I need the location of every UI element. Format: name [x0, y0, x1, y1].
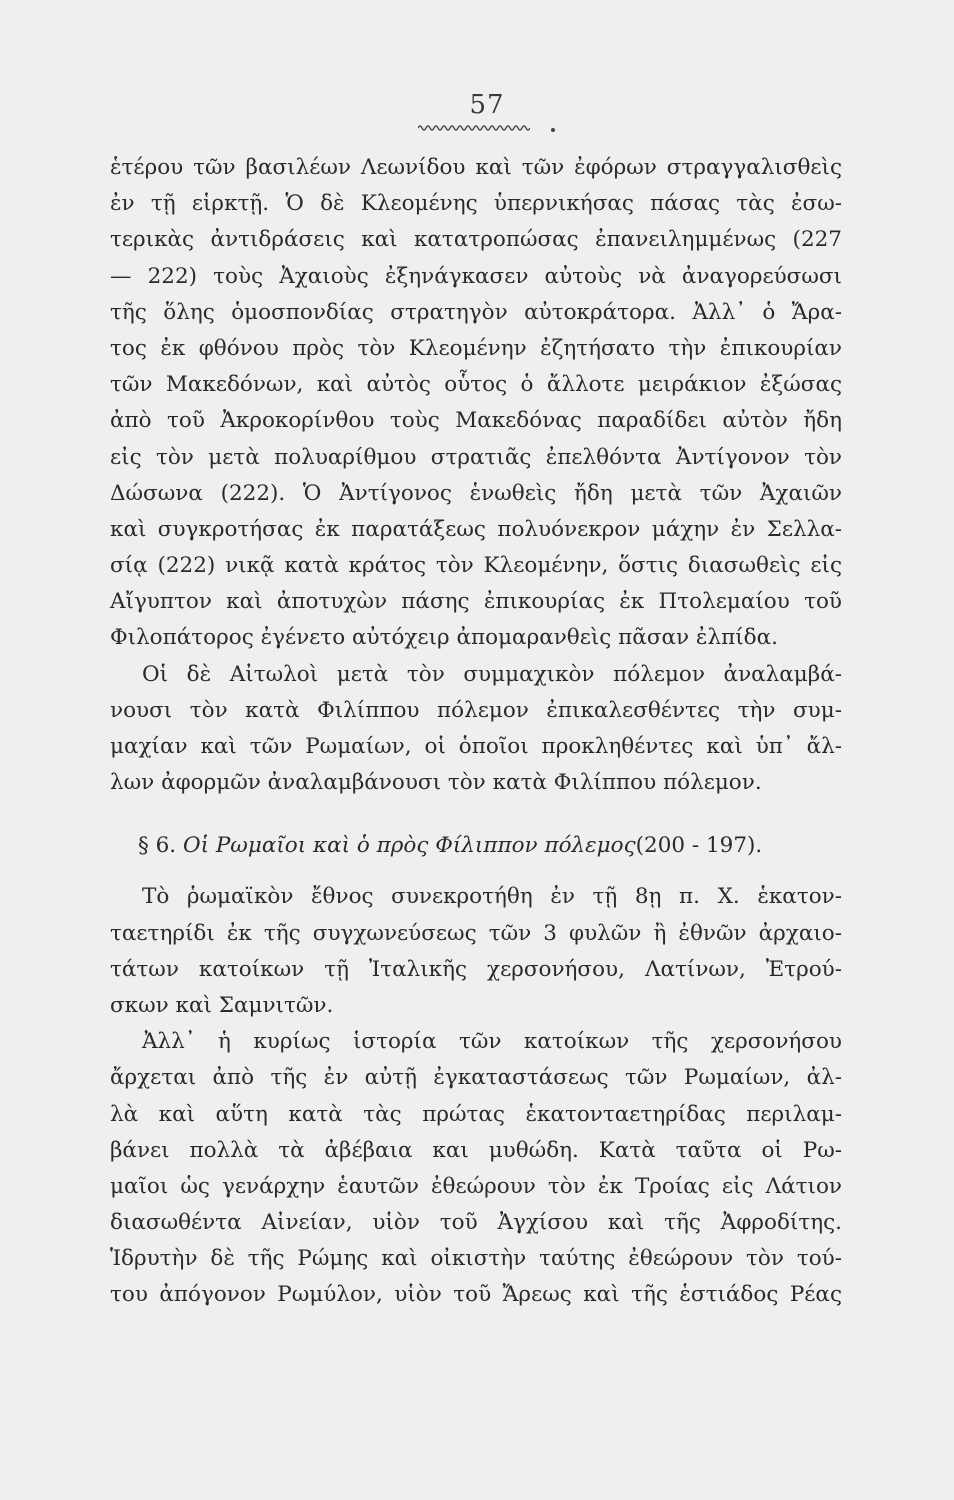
- text-line: μαχίαν καὶ τῶν Ρωμαίων, οἱ ὁποῖοι προκληθέντες καὶ ὑπ᾽ ἄλ-: [110, 734, 842, 759]
- text-line: νουσι τὸν κατὰ Φιλίππου πόλεμον ἐπικαλεσθέντες τὴν συμ-: [110, 697, 842, 723]
- text-line: ταετηρίδι ἐκ τῆς συγχωνεύσεως τῶν 3 φυλῶν ἢ ἐθνῶν ἀρχαιο-: [110, 920, 842, 946]
- text-line: Ἱδρυτὴν δὲ τῆς Ρώμης καὶ οἰκιστὴν ταύτης ἐθεώρουν τὸν τού-: [110, 1246, 842, 1272]
- text-line: τάτων κατοίκων τῇ Ἰταλικῆς χερσονήσου, Λατίνων, Ἐτρού-: [110, 956, 842, 982]
- text-line: — 222) τοὺς Ἀχαιοὺς ἐξηνάγκασεν αὐτοὺς νὰ ἀναγορεύσωσι: [110, 263, 842, 289]
- spacer: [110, 801, 842, 827]
- text-line: ἑτέρου τῶν βασιλέων Λεωνίδου καὶ τῶν ἐφόρων στραγγαλισθεὶς: [110, 155, 842, 180]
- text-line: καὶ συγκροτήσας ἐκ παρατάξεως πολυόνεκρον μάχην ἐν Σελλα-: [110, 516, 842, 542]
- text-line: βάνει πολλὰ τὰ ἀβέβαια και μυθώδη. Κατὰ ταῦτα οἱ Ρω-: [110, 1137, 842, 1163]
- paragraph-4: [110, 1024, 842, 1314]
- text-line: τος ἐκ φθόνου πρὸς τὸν Κλεομένην ἐζητήσατο τὴν ἐπικουρίαν: [110, 335, 842, 361]
- text-line: τῆς ὅλης ὁμοσπονδίας στρατηγὸν αὐτοκράτορα. Ἀλλ᾽ ὁ Ἄρα-: [110, 299, 842, 325]
- ornament-rule: [418, 123, 530, 133]
- text-line: εἰς τὸν μετὰ πολυαρίθμου στρατιᾶς ἐπελθόντα Ἀντίγονον τὸν: [110, 444, 842, 470]
- text-line: σκων καὶ Σαμνιτῶν.: [110, 992, 334, 1018]
- body-text: [110, 150, 842, 1314]
- section-title: Οἱ Ρωμαῖοι καὶ ὁ πρὸς Φίλιππον πόλεμος: [182, 833, 636, 859]
- text-line: τῶν Μακεδόνων, καὶ αὐτὸς οὗτος ὁ ἄλλοτε μειράκιον ἐξώσας: [110, 372, 842, 398]
- text-line: τερικὰς ἀντιδράσεις καὶ κατατροπώσας ἐπανειλημμένως (227: [110, 227, 842, 253]
- text-line: λων ἀφορμῶν ἀναλαμβάνουσι τὸν κατὰ Φιλίππου πόλεμον.: [110, 770, 762, 796]
- text-line: ἄρχεται ἀπὸ τῆς ἐν αὐτῇ ἐγκαταστάσεως τῶν Ρωμαίων, ἀλ-: [110, 1065, 842, 1091]
- section-dates: (200 - 197).: [635, 833, 763, 859]
- spacer: [110, 865, 842, 879]
- text-line: ἀπὸ τοῦ Ἀκροκορίνθου τοὺς Μακεδόνας παραδίδει αὐτὸν ἤδη: [110, 408, 842, 434]
- section-number: § 6.: [138, 833, 177, 859]
- text-line: Τὸ ῥωμαϊκὸν ἔθνος συνεκροτήθη ἐν τῇ 8ῃ π. Χ. ἑκατον-: [142, 884, 842, 910]
- section-heading: [110, 827, 842, 865]
- paragraph-2: [110, 657, 842, 802]
- paragraph-1: [110, 150, 842, 657]
- text-line: Οἱ δὲ Αἰτωλοὶ μετὰ τὸν συμμαχικὸν πόλεμον ἀναλαμβά-: [142, 661, 842, 687]
- paragraph-3: [110, 879, 842, 1024]
- text-line: του ἀπόγονον Ρωμύλον, υἱὸν τοῦ Ἄρεως καὶ τῆς ἑστιάδος Ρέας: [110, 1282, 842, 1308]
- text-line: Αἴγυπτον καὶ ἀποτυχὼν πάσης ἐπικουρίας ἐκ Πτολεμαίου τοῦ: [110, 589, 842, 615]
- text-line: Φιλοπάτορος ἐγένετο αὐτόχειρ ἀπομαρανθεὶς πᾶσαν ἐλπίδα.: [110, 625, 778, 651]
- text-line: διασωθέντα Αἰνείαν, υἱὸν τοῦ Ἀγχίσου καὶ τῆς Ἀφροδίτης.: [110, 1210, 842, 1236]
- text-line: Δώσωνα (222). Ὁ Ἀντίγονος ἑνωθεὶς ἤδη μετὰ τῶν Ἀχαιῶν: [110, 480, 842, 506]
- text-line: σίᾳ (222) νικᾷ κατὰ κράτος τὸν Κλεομένην, ὅστις διασωθεὶς εἰς: [110, 553, 842, 579]
- ornament-dot: [551, 128, 555, 132]
- text-line: Ἀλλ᾽ ἡ κυρίως ἱστορία τῶν κατοίκων τῆς χερσονήσου: [142, 1029, 842, 1055]
- text-line: μαῖοι ὡς γενάρχην ἑαυτῶν ἐθεώρουν τὸν ἐκ Τροίας εἰς Λάτιον: [110, 1173, 842, 1199]
- text-line: λὰ καὶ αὕτη κατὰ τὰς πρώτας ἑκατονταετηρίδας περιλαμ-: [110, 1101, 842, 1127]
- page-number: 57: [469, 90, 505, 120]
- text-line: ἐν τῇ εἱρκτῇ. Ὁ δὲ Κλεομένης ὑπερνικήσας πάσας τὰς ἐσω-: [110, 191, 842, 217]
